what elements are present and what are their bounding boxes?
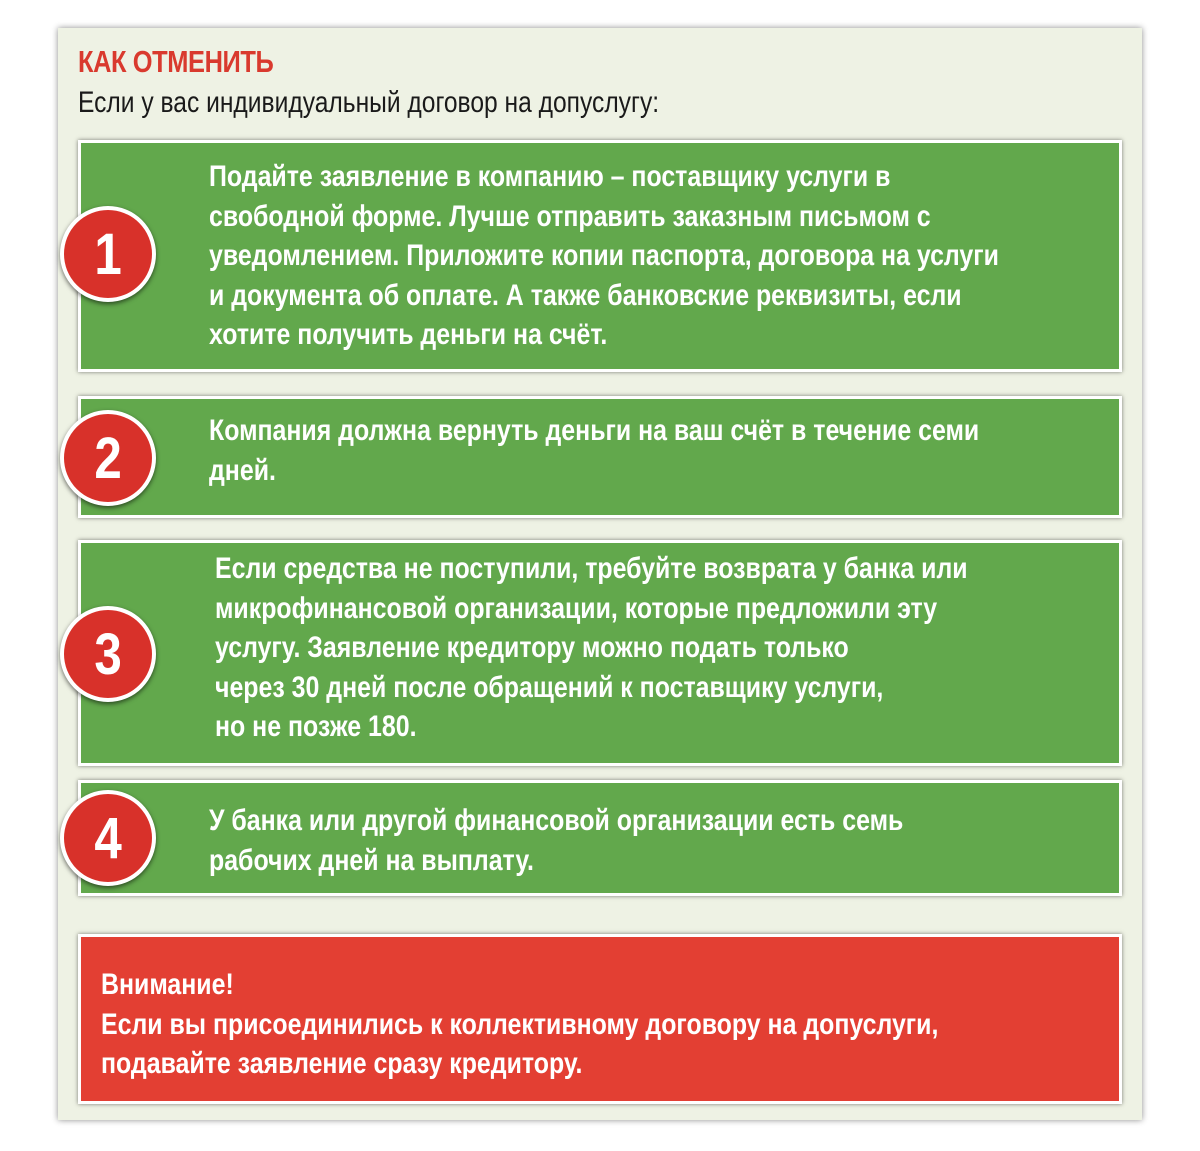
step-4-line: У банка или другой финансовой организации есть семь (209, 804, 904, 837)
attention-line: Если вы присоединились к коллективному договору на допуслуги, (101, 1007, 939, 1041)
attention-box (78, 934, 1122, 1104)
step-3-number: 3 (94, 621, 122, 687)
step-3-line: но не позже 180. (215, 710, 417, 743)
step-1-box (78, 140, 1122, 372)
info-panel (58, 28, 1142, 1120)
step-4-box (78, 780, 1122, 896)
step-4-text (209, 801, 953, 880)
step-2-box (78, 396, 1122, 518)
step-2-line: дней. (209, 453, 276, 487)
step-1-line: хотите получить деньги на счёт. (209, 318, 608, 351)
step-3-text (215, 549, 968, 747)
step-1-number: 1 (94, 221, 122, 287)
step-2-number: 2 (94, 425, 122, 491)
step-3-line: микрофинансовой организации, которые предложили эту (215, 591, 938, 625)
step-4-number: 4 (94, 805, 122, 871)
step-1-text (209, 157, 999, 355)
step-1-line: и документа об оплате. А также банковские реквизиты, если (209, 278, 962, 312)
step-1-line: свободной форме. Лучше отправить заказным письмом с (209, 199, 931, 233)
step-4-number-badge (60, 790, 156, 886)
attention-heading: Внимание! (101, 968, 234, 1001)
panel-title: КАК ОТМЕНИТЬ (78, 44, 274, 79)
step-4-line: рабочих дней на выплату. (209, 843, 534, 877)
step-1-number-badge (60, 206, 156, 302)
step-3-line: через 30 дней после обращений к поставщику услуги, (215, 670, 884, 704)
attention-line: подавайте заявление сразу кредитору. (101, 1047, 583, 1080)
step-3-box (78, 540, 1122, 766)
step-3-number-badge (60, 606, 156, 702)
step-2-text (209, 411, 980, 490)
panel-subtitle: Если у вас индивидуальный договор на допуслугу: (78, 86, 660, 119)
step-2-number-badge (60, 410, 156, 506)
step-3-line: услугу. Заявление кредитору можно подать только (215, 631, 849, 664)
step-2-line: Компания должна вернуть деньги на ваш счёт в течение семи (209, 414, 980, 447)
attention-text (101, 965, 938, 1084)
step-1-line: уведомлением. Приложите копии паспорта, договора на услуги (209, 239, 999, 272)
step-1-line: Подайте заявление в компанию – поставщику услуги в (209, 160, 891, 193)
step-3-line: Если средства не поступили, требуйте возврата у банка или (215, 552, 968, 585)
